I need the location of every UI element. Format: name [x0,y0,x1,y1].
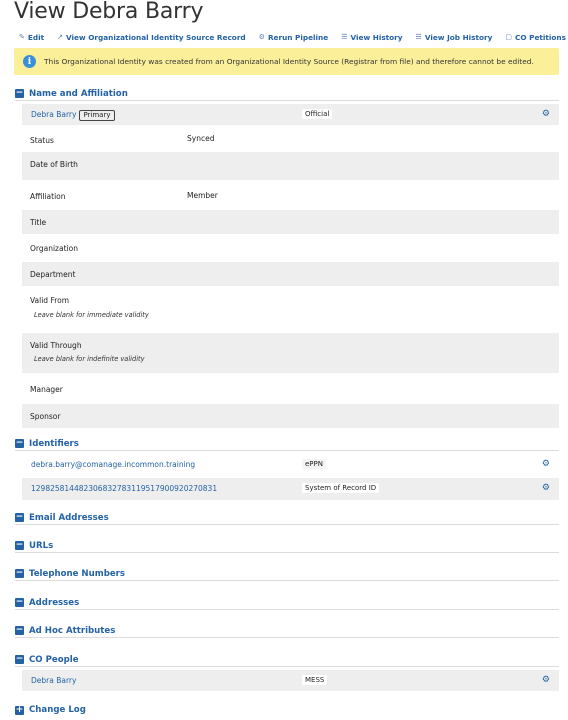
co-person-type-badge: MESS [302,675,327,685]
view-history-link[interactable] [341,33,402,42]
list-icon: ☰ [341,33,348,41]
action-toolbar [19,31,566,43]
pencil-icon: ✎ [19,33,25,41]
name-cell [31,110,115,121]
field-row-organization [22,236,559,260]
field-value: Synced [187,134,215,143]
minus-box-icon[interactable]: − [15,568,24,578]
notice-text: This Organizational Identity was created from an Organizational Identity Source (Registrar from file) and therefore cannot be edited. [44,57,534,66]
view-source-link[interactable] [57,33,246,42]
minus-box-icon[interactable]: − [15,438,24,448]
section-identifiers[interactable] [15,437,559,451]
plus-box-icon[interactable]: + [15,704,24,715]
co-person-link[interactable]: Debra Barry [31,676,77,685]
identifier-row [22,454,559,476]
field-label: Department [30,270,76,279]
minus-box-icon[interactable]: − [15,597,24,607]
view-job-history-link[interactable] [416,33,493,42]
field-hint: Leave blank for immediate validity [34,311,149,319]
section-co-people[interactable] [15,653,559,667]
section-title: Telephone Numbers [29,568,126,579]
field-label: Sponsor [30,412,61,421]
history-label: View History [350,32,403,42]
minus-box-icon[interactable]: − [15,512,24,522]
section-title: CO People [29,654,79,665]
field-label: Valid Through [30,341,82,350]
primary-badge: Primary [79,110,114,121]
gear-icon[interactable]: ⚙ [541,459,550,469]
field-row-status [22,128,559,152]
field-row-dob [22,152,559,180]
petitions-label: CO Petitions [515,32,566,42]
section-title: Identifiers [29,438,79,449]
co-person-row [22,670,559,691]
section-urls[interactable] [15,539,559,553]
identifier-type-badge: System of Record ID [302,483,379,493]
section-addresses[interactable] [15,596,559,610]
section-title: Name and Affiliation [29,88,128,99]
section-change-log[interactable] [15,703,559,717]
minus-box-icon[interactable]: − [15,540,24,550]
cog-icon: ⚙ [258,33,265,41]
section-title: Ad Hoc Attributes [29,625,116,636]
info-icon: i [23,55,36,68]
field-label: Status [30,136,54,145]
field-hint: Leave blank for indefinite validity [34,355,145,363]
section-title: Change Log [29,705,86,715]
field-row-department [22,262,559,286]
name-link[interactable]: Debra Barry [31,110,77,119]
list-icon: ☰ [415,33,422,41]
document-icon: ▢ [505,33,513,41]
gear-icon[interactable]: ⚙ [541,109,550,119]
field-label: Organization [30,244,78,253]
field-row-valid-from [22,288,559,330]
field-row-affiliation [22,184,559,209]
section-ad-hoc-attributes[interactable] [15,624,559,638]
section-email-addresses[interactable] [15,511,559,525]
identifier-link[interactable]: debra.barry@comanage.incommon.training [31,460,196,469]
gear-icon[interactable]: ⚙ [541,675,550,685]
view-source-label: View Organizational Identity Source Record [65,32,246,42]
co-petitions-link[interactable] [505,33,566,42]
name-row [22,104,559,125]
field-value: Member [187,191,218,200]
identifier-row [22,478,559,500]
job-history-label: View Job History [424,32,493,42]
field-label: Valid From [30,296,70,305]
minus-box-icon[interactable]: − [15,654,24,664]
gear-icon[interactable]: ⚙ [541,483,550,493]
edit-link[interactable] [19,33,44,42]
section-title: Addresses [29,597,80,608]
field-row-sponsor [22,404,559,428]
edit-label: Edit [27,32,45,42]
section-name-affiliation[interactable] [15,87,559,101]
info-notice [14,48,559,75]
section-title: URLs [29,540,54,551]
page-title: View Debra Barry [14,0,204,24]
identifier-link[interactable]: 129825814482306832783119517900920270831 [31,484,218,493]
minus-box-icon[interactable]: − [15,88,24,98]
field-row-title [22,210,559,234]
field-label: Title [30,218,47,227]
field-row-valid-through [22,333,559,373]
field-label: Date of Birth [30,160,78,169]
field-label: Manager [30,385,63,394]
minus-box-icon[interactable]: − [15,625,24,635]
identifier-type-badge: ePPN [302,459,326,469]
rerun-label: Rerun Pipeline [267,32,329,42]
field-row-manager [22,377,559,401]
section-telephone-numbers[interactable] [15,567,559,581]
name-type-badge: Official [302,109,332,119]
section-title: Email Addresses [29,512,109,523]
external-link-icon: ↗ [57,33,63,41]
rerun-pipeline-link[interactable] [259,33,329,42]
field-label: Affiliation [30,192,66,201]
